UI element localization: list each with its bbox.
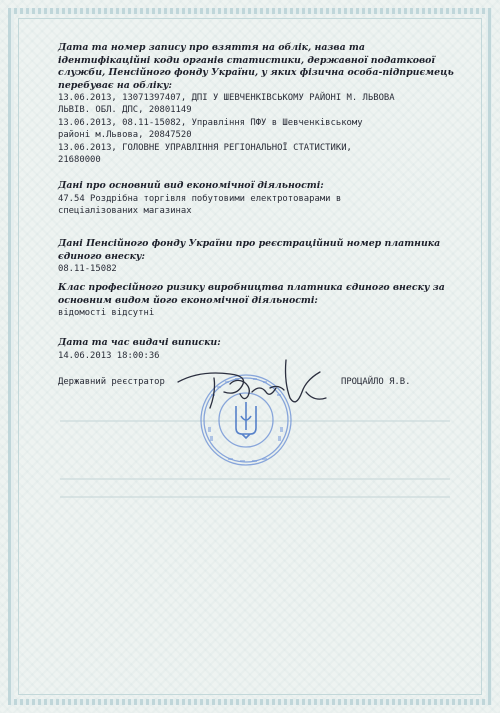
section-value-line: 21680000 bbox=[58, 155, 101, 166]
pension-fund-section bbox=[58, 238, 458, 275]
section-value-line: 13.06.2013, 13071397407, ДПІ У ШЕВЧЕНКІВСЬКОМУ РАЙОНІ М. ЛЬВОВА bbox=[58, 93, 395, 103]
section-value-line: 13.06.2013, ГОЛОВНЕ УПРАВЛІННЯ РЕГІОНАЛЬНОЇ СТАТИСТИКИ, bbox=[58, 142, 352, 153]
section-header: Дата та номер запису про взяття на облік, назва та ідентифікаційні коди органів статистики, державної податкової служби, Пенсійного фонду України, у яких фізична особа-підприємець перебуває на обліку: bbox=[58, 42, 454, 91]
section-header: Дані Пенсійного фонду України про реєстраційний номер платника єдиного внеску: bbox=[58, 238, 441, 262]
section-value-line: 47.54 Роздрібна торгівля побутовими електротоварами в bbox=[58, 193, 342, 204]
risk-class-section bbox=[58, 282, 458, 319]
section-header: Дані про основний вид економічної діяльності: bbox=[58, 180, 324, 191]
section-value-line: ЛЬВІВ. ОБЛ. ДПС, 20801149 bbox=[58, 105, 192, 116]
economic-activity-section bbox=[58, 180, 341, 217]
section-value-line: 08.11-15082 bbox=[58, 264, 117, 274]
handwritten-signature bbox=[170, 352, 340, 422]
section-value-line: 13.06.2013, 08.11-15082, Управління ПФУ в Шевченківському bbox=[58, 117, 363, 128]
section-header: Дата та час видачі виписки: bbox=[58, 337, 221, 348]
registrar-name: ПРОЦАЙЛО Я.В. bbox=[341, 377, 411, 387]
section-value-line: районі м.Львова, 20847520 bbox=[58, 130, 192, 141]
registration-records-section bbox=[58, 42, 458, 166]
section-value-line: спеціалізованих магазинах bbox=[58, 205, 192, 216]
faint-line bbox=[60, 478, 450, 480]
section-value-line: 14.06.2013 18:00:36 bbox=[58, 350, 160, 361]
registrar-label: Державний реєстратор bbox=[58, 377, 165, 387]
faint-line bbox=[60, 496, 450, 498]
section-header: Клас професійного ризику виробництва платника єдиного внеску за основним видом його економічної діяльності: bbox=[58, 282, 445, 306]
section-value-line: відомості відсутні bbox=[58, 308, 155, 318]
